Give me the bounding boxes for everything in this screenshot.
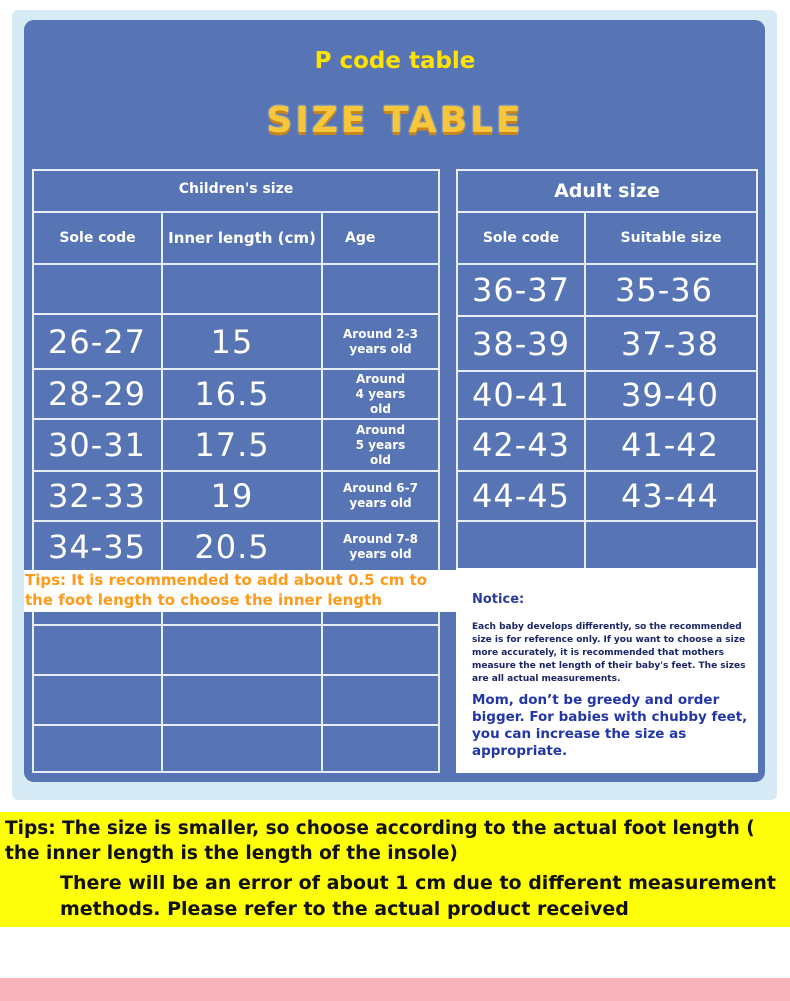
children-table-title: Children's size [34,171,438,213]
children-age: Around 2-3 years old [323,315,438,370]
p-code-title: P code table [314,48,476,74]
adult-sole-code: 42-43 [458,420,586,472]
children-sole-code: 30-31 [34,420,163,472]
table-row-empty [163,626,323,676]
notice-box [456,568,758,773]
adult-suitable-size: 37-38 [586,317,756,372]
adult-suitable-size: 35-36 [586,265,756,317]
adult-sole-code: 38-39 [458,317,586,372]
children-inner-length: 20.5 [163,522,323,574]
size-tip-text: Tips: The size is smaller, so choose according to the actual foot length ( the inner length is the length of the insole) [5,818,755,864]
children-inner-length: 19 [163,472,323,522]
children-sole-code: 28-29 [34,370,163,420]
adult-sole-code: 40-41 [458,372,586,420]
children-age: Around 5 years old [323,420,438,472]
notice-highlight-text: Mom, don’t be greedy and order bigger. For babies with chubby feet, you can increase the size as appropriate. [472,692,748,759]
notice-detail-text: Each baby develops differently, so the recommended size is for reference only. If you want to choose a size more accurately, it is recommended that mothers measure the net length of their baby's feet. The sizes are all actual measurements. [472,622,746,684]
measurement-error-note: There will be an error of about 1 cm due to different measurement methods. Please refer to the actual product received [60,872,776,920]
adult-table-title: Adult size [458,171,756,213]
children-age: Around 4 years old [323,370,438,420]
adult-sole-code: 44-45 [458,472,586,522]
children-sole-code: 34-35 [34,522,163,574]
table-row-empty [34,626,163,676]
adult-suitable-size: 41-42 [586,420,756,472]
inner-length-tip: Tips: It is recommended to add about 0.5 cm to the foot length to choose the inner length [24,570,458,612]
table-row-empty [34,265,163,315]
table-row-empty [323,726,438,771]
size-table-title: SIZE TABLE [266,100,524,141]
adult-suitable-size: 39-40 [586,372,756,420]
children-inner-length: 16.5 [163,370,323,420]
adult-suitable-size: 43-44 [586,472,756,522]
children-header-inner-length: Inner length (cm) [163,213,323,265]
children-inner-length: 15 [163,315,323,370]
adult-header-sole-code: Sole code [458,213,586,265]
adult-header-suitable-size: Suitable size [586,213,756,265]
children-sole-code: 32-33 [34,472,163,522]
table-row-empty [323,676,438,726]
children-age: Around 6-7 years old [323,472,438,522]
table-row-empty [586,522,756,570]
children-header-age: Age [323,213,438,265]
adult-sole-code: 36-37 [458,265,586,317]
notice-title: Notice: [472,592,525,607]
table-row-empty [163,265,323,315]
table-row-empty [34,676,163,726]
children-header-sole-code: Sole code [34,213,163,265]
table-row-empty [163,726,323,771]
table-row-empty [323,265,438,315]
table-row-empty [458,522,586,570]
table-row-empty [34,726,163,771]
children-inner-length: 17.5 [163,420,323,472]
children-age: Around 7-8 years old [323,522,438,574]
table-row-empty [323,626,438,676]
pink-divider [0,978,790,1001]
children-sole-code: 26-27 [34,315,163,370]
table-row-empty [163,676,323,726]
children-size-table [32,169,440,773]
adult-size-table [456,169,758,572]
